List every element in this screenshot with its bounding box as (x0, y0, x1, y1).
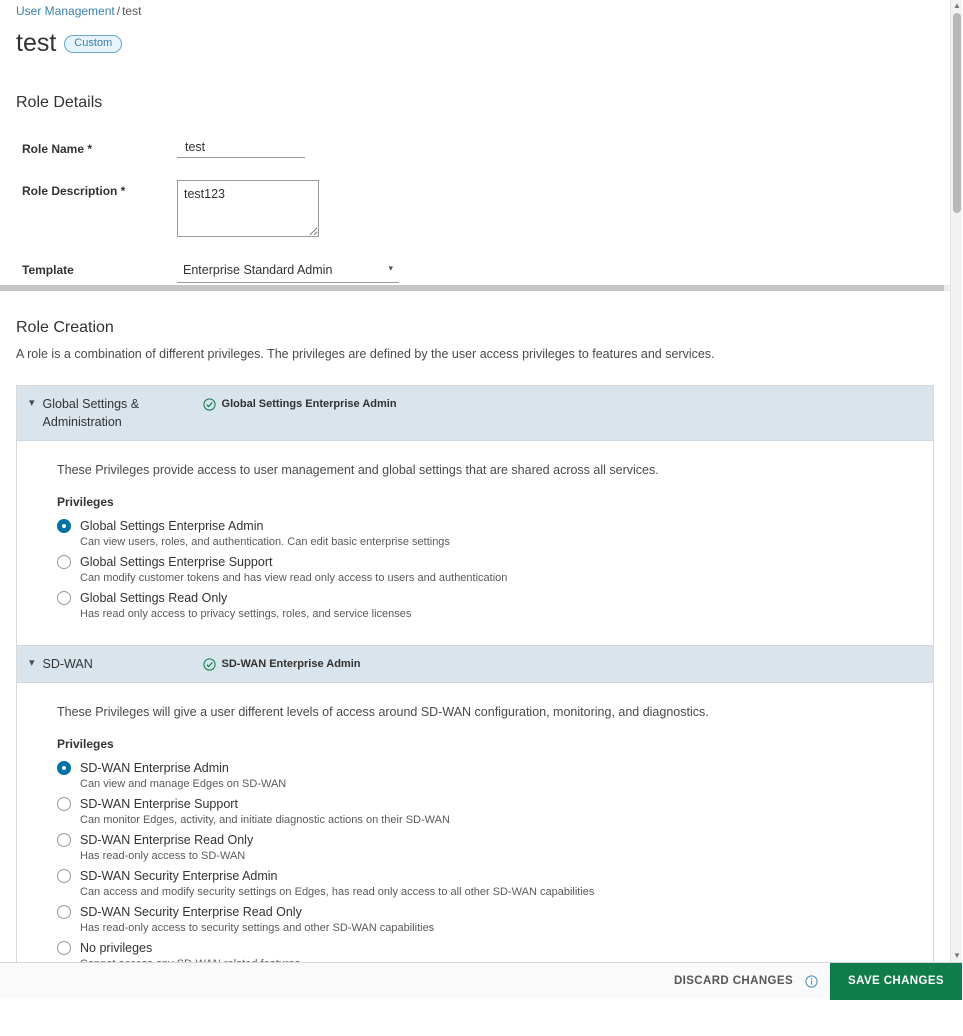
accordion-description: These Privileges will give a user different levels of access around SD-WAN configuration, monitoring, and diagnostics. (57, 705, 709, 719)
privilege-option-label: SD-WAN Security Enterprise Read Only (80, 905, 302, 919)
privilege-option[interactable] (57, 905, 933, 934)
privilege-option-help: Can view users, roles, and authentication. Can edit basic enterprise settings (80, 536, 450, 548)
scroll-down-arrow[interactable]: ▼ (953, 951, 961, 960)
privileges-label: Privileges (57, 495, 114, 509)
privilege-option[interactable] (57, 833, 933, 862)
privilege-option[interactable] (57, 761, 933, 790)
scroll-up-arrow[interactable]: ▲ (953, 1, 961, 10)
template-selected-value: Enterprise Standard Admin (183, 263, 333, 277)
privilege-option[interactable] (57, 555, 933, 584)
privilege-option[interactable] (57, 797, 933, 826)
footer-action-bar (0, 962, 962, 999)
info-icon[interactable] (805, 975, 818, 988)
privilege-option-help: Has read-only access to SD-WAN (80, 850, 246, 862)
accordion-body-sdwan (17, 683, 933, 995)
privilege-section-global-settings (16, 385, 934, 996)
privilege-option-label: Global Settings Enterprise Support (80, 555, 273, 569)
privilege-option-help: Can view and manage Edges on SD-WAN (80, 778, 287, 790)
privilege-option-label: SD-WAN Security Enterprise Admin (80, 869, 278, 883)
privilege-option-label: SD-WAN Enterprise Support (80, 797, 238, 811)
inner-horizontal-scrollbar[interactable] (0, 285, 950, 291)
privilege-option-help: Has read-only access to security settings and other SD-WAN capabilities (80, 922, 435, 934)
scrollbar-thumb[interactable] (0, 285, 944, 291)
radio-button[interactable] (57, 905, 71, 919)
accordion-status (203, 395, 397, 412)
role-details-form (0, 138, 950, 283)
role-name-row (22, 138, 950, 158)
privilege-option[interactable] (57, 591, 933, 620)
radio-button[interactable] (57, 833, 71, 847)
accordion-status-label: SD-WAN Enterprise Admin (221, 658, 361, 670)
role-description-label: Role Description * (22, 184, 126, 198)
status-badge: Custom (64, 35, 122, 53)
template-label: Template (22, 263, 74, 277)
privilege-option-help: Has read only access to privacy settings, roles, and service licenses (80, 608, 412, 620)
breadcrumb-separator: / (116, 4, 121, 18)
privileges-label: Privileges (57, 737, 114, 751)
privilege-option-help: Can access and modify security settings on Edges, has read only access to all other SD-WAN capabilities (80, 886, 595, 898)
radio-button[interactable] (57, 591, 71, 605)
breadcrumb-current: test (122, 4, 142, 18)
accordion-status (203, 655, 361, 672)
template-row (22, 259, 950, 283)
accordion-header-global-settings[interactable] (17, 386, 933, 441)
discard-changes-button[interactable]: DISCARD CHANGES (668, 974, 799, 988)
role-details-heading: Role Details (16, 94, 103, 111)
privilege-option-help: Can modify customer tokens and has view read only access to users and authentication (80, 572, 508, 584)
privilege-option[interactable] (57, 869, 933, 898)
scrollbar-thumb[interactable] (953, 13, 961, 213)
template-select[interactable] (177, 259, 399, 283)
radio-button[interactable] (57, 941, 71, 955)
title-row (0, 19, 950, 58)
privilege-option-label: Global Settings Read Only (80, 591, 228, 605)
radio-button[interactable] (57, 555, 71, 569)
radio-button[interactable] (57, 797, 71, 811)
role-description-input[interactable] (177, 180, 319, 237)
privilege-option-label: Global Settings Enterprise Admin (80, 519, 264, 533)
save-changes-button[interactable]: SAVE CHANGES (830, 963, 962, 1000)
chevron-down-icon: ▾ (29, 397, 35, 409)
role-description-row (22, 180, 950, 237)
page-title: test (16, 29, 57, 57)
accordion-status-label: Global Settings Enterprise Admin (221, 398, 397, 410)
accordion-header-sdwan[interactable] (17, 645, 933, 683)
accordion-title: SD-WAN (42, 657, 93, 671)
accordion-body-global-settings (17, 441, 933, 645)
vertical-scrollbar[interactable] (950, 0, 962, 962)
accordion-description: These Privileges provide access to user management and global settings that are shared across all services. (57, 463, 659, 477)
privilege-option-label: No privileges (80, 941, 153, 955)
privilege-option-help: Can monitor Edges, activity, and initiate diagnostic actions on their SD-WAN (80, 814, 450, 826)
privilege-option-label: SD-WAN Enterprise Read Only (80, 833, 254, 847)
privilege-option[interactable] (57, 519, 933, 548)
check-circle-icon (203, 398, 216, 411)
role-name-input[interactable] (177, 138, 305, 158)
privilege-option-label: SD-WAN Enterprise Admin (80, 761, 229, 775)
radio-button[interactable] (57, 869, 71, 883)
role-name-label: Role Name * (22, 142, 93, 156)
check-circle-icon (203, 658, 216, 671)
breadcrumb-link-user-management[interactable]: User Management (16, 4, 115, 18)
radio-button[interactable] (57, 519, 71, 533)
role-creation-heading: Role Creation (16, 319, 114, 336)
breadcrumb (0, 0, 950, 19)
chevron-down-icon: ▾ (388, 263, 393, 273)
accordion-title: Global Settings & Administration (42, 397, 140, 429)
chevron-down-icon: ▾ (29, 657, 35, 669)
radio-button[interactable] (57, 761, 71, 775)
role-creation-description: A role is a combination of different privileges. The privileges are defined by the user access privileges to features and services. (16, 347, 715, 361)
